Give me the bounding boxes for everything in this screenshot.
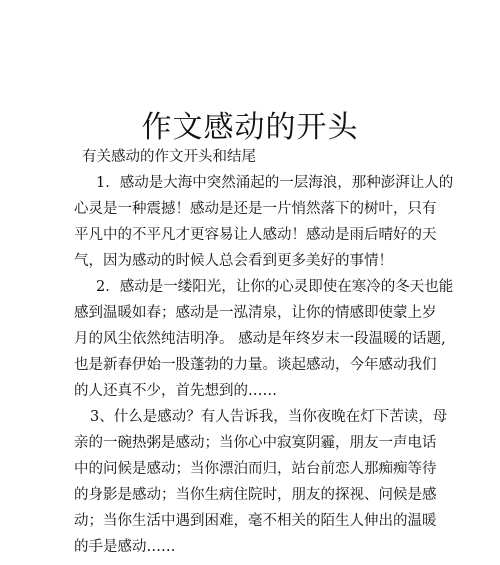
document-subtitle: 有关感动的作文开头和结尾 [82, 149, 256, 165]
paragraph-3-line-3: 中的问候是感动；当你漂泊而归，站台前恋人那痴痴等待 [74, 461, 437, 477]
paragraph-1-line-1: 1．感动是大海中突然涌起的一层海浪，那种澎湃让人的 [96, 175, 454, 191]
paragraph-1-line-4: 气，因为感动的时候人总会看到更多美好的事情！ [74, 253, 393, 269]
paragraph-2-line-1: 2．感动是一缕阳光，让你的心灵即使在寒冷的冬天也能 [96, 279, 454, 295]
paragraph-3-line-4: 的身影是感动；当你生病住院时，朋友的探视、问候是感 [74, 487, 437, 503]
paragraph-2-line-4: 也是新春伊始一股蓬勃的力量。谈起感动，今年感动我们 [74, 357, 437, 373]
paragraph-3-line-5: 动；当你生活中遇到困难，毫不相关的陌生人伸出的温暖 [74, 513, 437, 529]
paragraph-1-line-2: 心灵是一种震撼！感动是还是一片悄然落下的树叶，只有 [74, 201, 437, 217]
paragraph-3-line-6: 的手是感动…… [74, 539, 176, 555]
paragraph-2-line-5: 的人还真不少，首先想到的…… [74, 383, 277, 399]
paragraph-2-line-2: 感到温暖如春；感动是一泓清泉，让你的情感即使蒙上岁 [74, 305, 437, 321]
paragraph-3-line-1: 3、什么是感动？有人告诉我，当你夜晚在灯下苦读，母 [90, 409, 448, 425]
document-title: 作文感动的开头 [141, 110, 359, 146]
paragraph-2-line-3: 月的风尘依然纯洁明净。 感动是年终岁末一段温暖的话题, [74, 331, 446, 347]
paragraph-3-line-2: 亲的一碗热粥是感动；当你心中寂寞阴霾，朋友一声电话 [74, 435, 437, 451]
paragraph-1-line-3: 平凡中的不平凡才更容易让人感动！感动是雨后晴好的天 [74, 227, 437, 243]
